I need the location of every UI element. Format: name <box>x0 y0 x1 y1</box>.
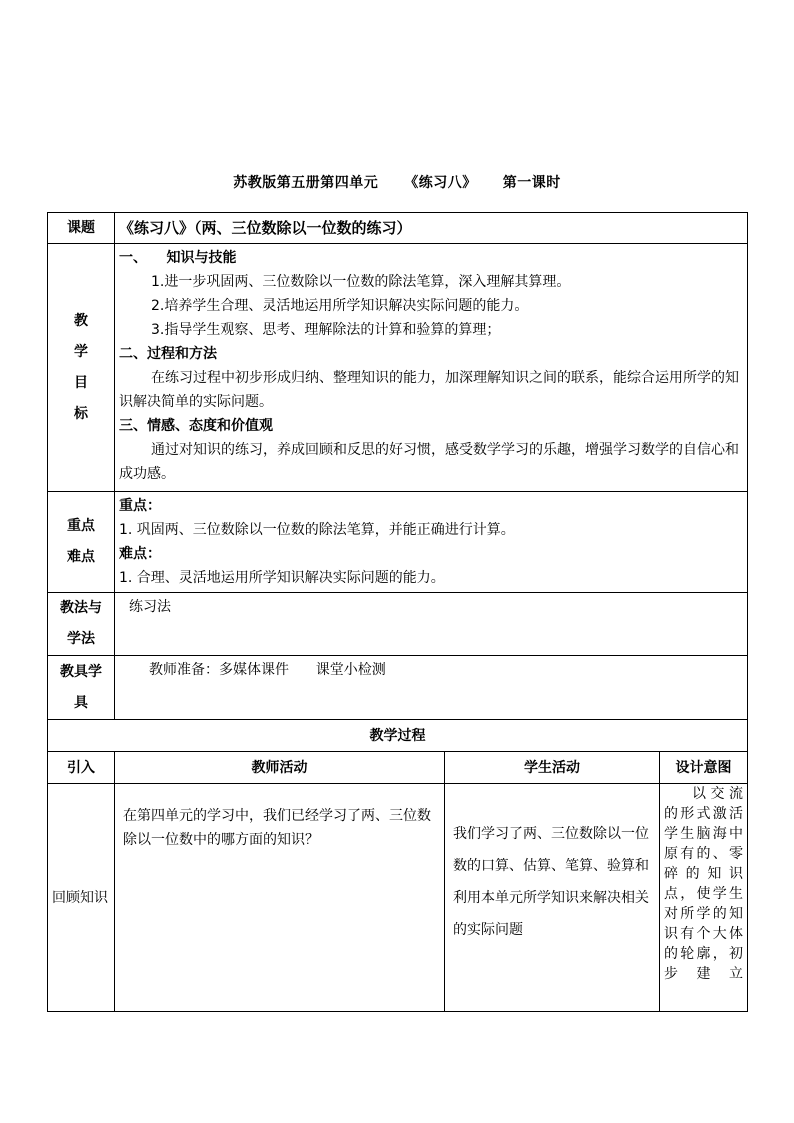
teacher-activity-cell: 在第四单元的学习中，我们已经学习了两、三位数除以一位数中的哪方面的知识？ <box>115 784 445 1012</box>
process-header-row <box>48 752 748 784</box>
method-label <box>48 593 115 656</box>
title-part-period: 第一课时 <box>502 175 561 191</box>
header-student-activity: 学生活动 <box>445 752 660 784</box>
method-label-line: 学法 <box>67 631 95 647</box>
title-part-lesson: 《练习八》 <box>404 175 477 191</box>
difficulty-item: 1. 合理、灵活地运用所学知识解决实际问题的能力。 <box>119 570 445 586</box>
header-intro: 引入 <box>48 752 115 784</box>
process-title: 教学过程 <box>48 720 748 752</box>
tools-value: 教师准备：多媒体课件 课堂小检测 <box>115 656 748 720</box>
method-value: 练习法 <box>115 593 748 656</box>
goals-content <box>115 244 748 492</box>
goals-label-char: 标 <box>74 405 88 422</box>
goals-item: 1.进一步巩固两、三位数除以一位数的除法笔算，深入理解其算理。 <box>151 274 571 290</box>
topic-label: 课题 <box>48 213 115 244</box>
goals-label-char: 教 <box>74 312 88 329</box>
goals-section-3-title: 三、情感、态度和价值观 <box>119 418 273 434</box>
title-part-edition: 苏教版第五册第四单元 <box>233 175 379 191</box>
goals-section-2-text: 在练习过程中初步形成归纳、整理知识的能力，加深理解知识之间的联系，能综合运用所学的知识解决简单的实际问题。 <box>119 370 739 410</box>
topic-row <box>48 213 748 244</box>
key-title: 重点： <box>119 498 161 514</box>
tools-label-line: 具 <box>74 694 88 711</box>
design-intent-cell: 以交流的形式激活学生脑海中原有的、零碎的知识点，使学生对所学的知识有个大体的轮廓，初步建立 <box>660 784 748 1012</box>
key-points-row <box>48 492 748 593</box>
header-teacher-activity: 教师活动 <box>115 752 445 784</box>
document-title <box>0 172 794 192</box>
difficulty-title: 难点： <box>119 546 161 562</box>
goals-label-char: 学 <box>74 343 88 360</box>
key-item: 1. 巩固两、三位数除以一位数的除法笔算，并能正确进行计算。 <box>119 522 515 538</box>
difficulty-label: 难点 <box>67 549 95 565</box>
goals-row <box>48 244 748 492</box>
key-points-content <box>115 492 748 593</box>
method-label-line: 教法与 <box>60 600 102 616</box>
process-row <box>48 784 748 1012</box>
goals-item: 2.培养学生合理、灵活地运用所学知识解决实际问题的能力。 <box>151 298 529 314</box>
goals-label <box>48 244 115 492</box>
goals-section-1-title: 一、 知识与技能 <box>119 250 237 266</box>
stage-cell: 回顾知识 <box>48 784 115 1012</box>
goals-section-3-text: 通过对知识的练习，养成回顾和反思的好习惯，感受数学学习的乐趣，增强学习数学的自信心和成功感。 <box>119 442 739 482</box>
method-row <box>48 593 748 656</box>
tools-label-line: 教具学 <box>60 663 102 680</box>
student-activity-cell: 我们学习了两、三位数除以一位数的口算、估算、笔算、验算和利用本单元所学知识来解决相关的实际问题 <box>445 784 660 1012</box>
process-title-row <box>48 720 748 752</box>
key-label: 重点 <box>67 518 95 534</box>
tools-label <box>48 656 115 720</box>
goals-item: 3.指导学生观察、思考、理解除法的计算和验算的算理； <box>151 322 501 338</box>
goals-label-char: 目 <box>74 374 88 391</box>
lesson-plan-table <box>47 212 748 1012</box>
topic-value: 《练习八》（两、三位数除以一位数的练习） <box>115 213 748 244</box>
tools-row <box>48 656 748 720</box>
key-points-label <box>48 492 115 593</box>
goals-section-2-title: 二、过程和方法 <box>119 346 217 362</box>
header-design-intent: 设计意图 <box>660 752 748 784</box>
